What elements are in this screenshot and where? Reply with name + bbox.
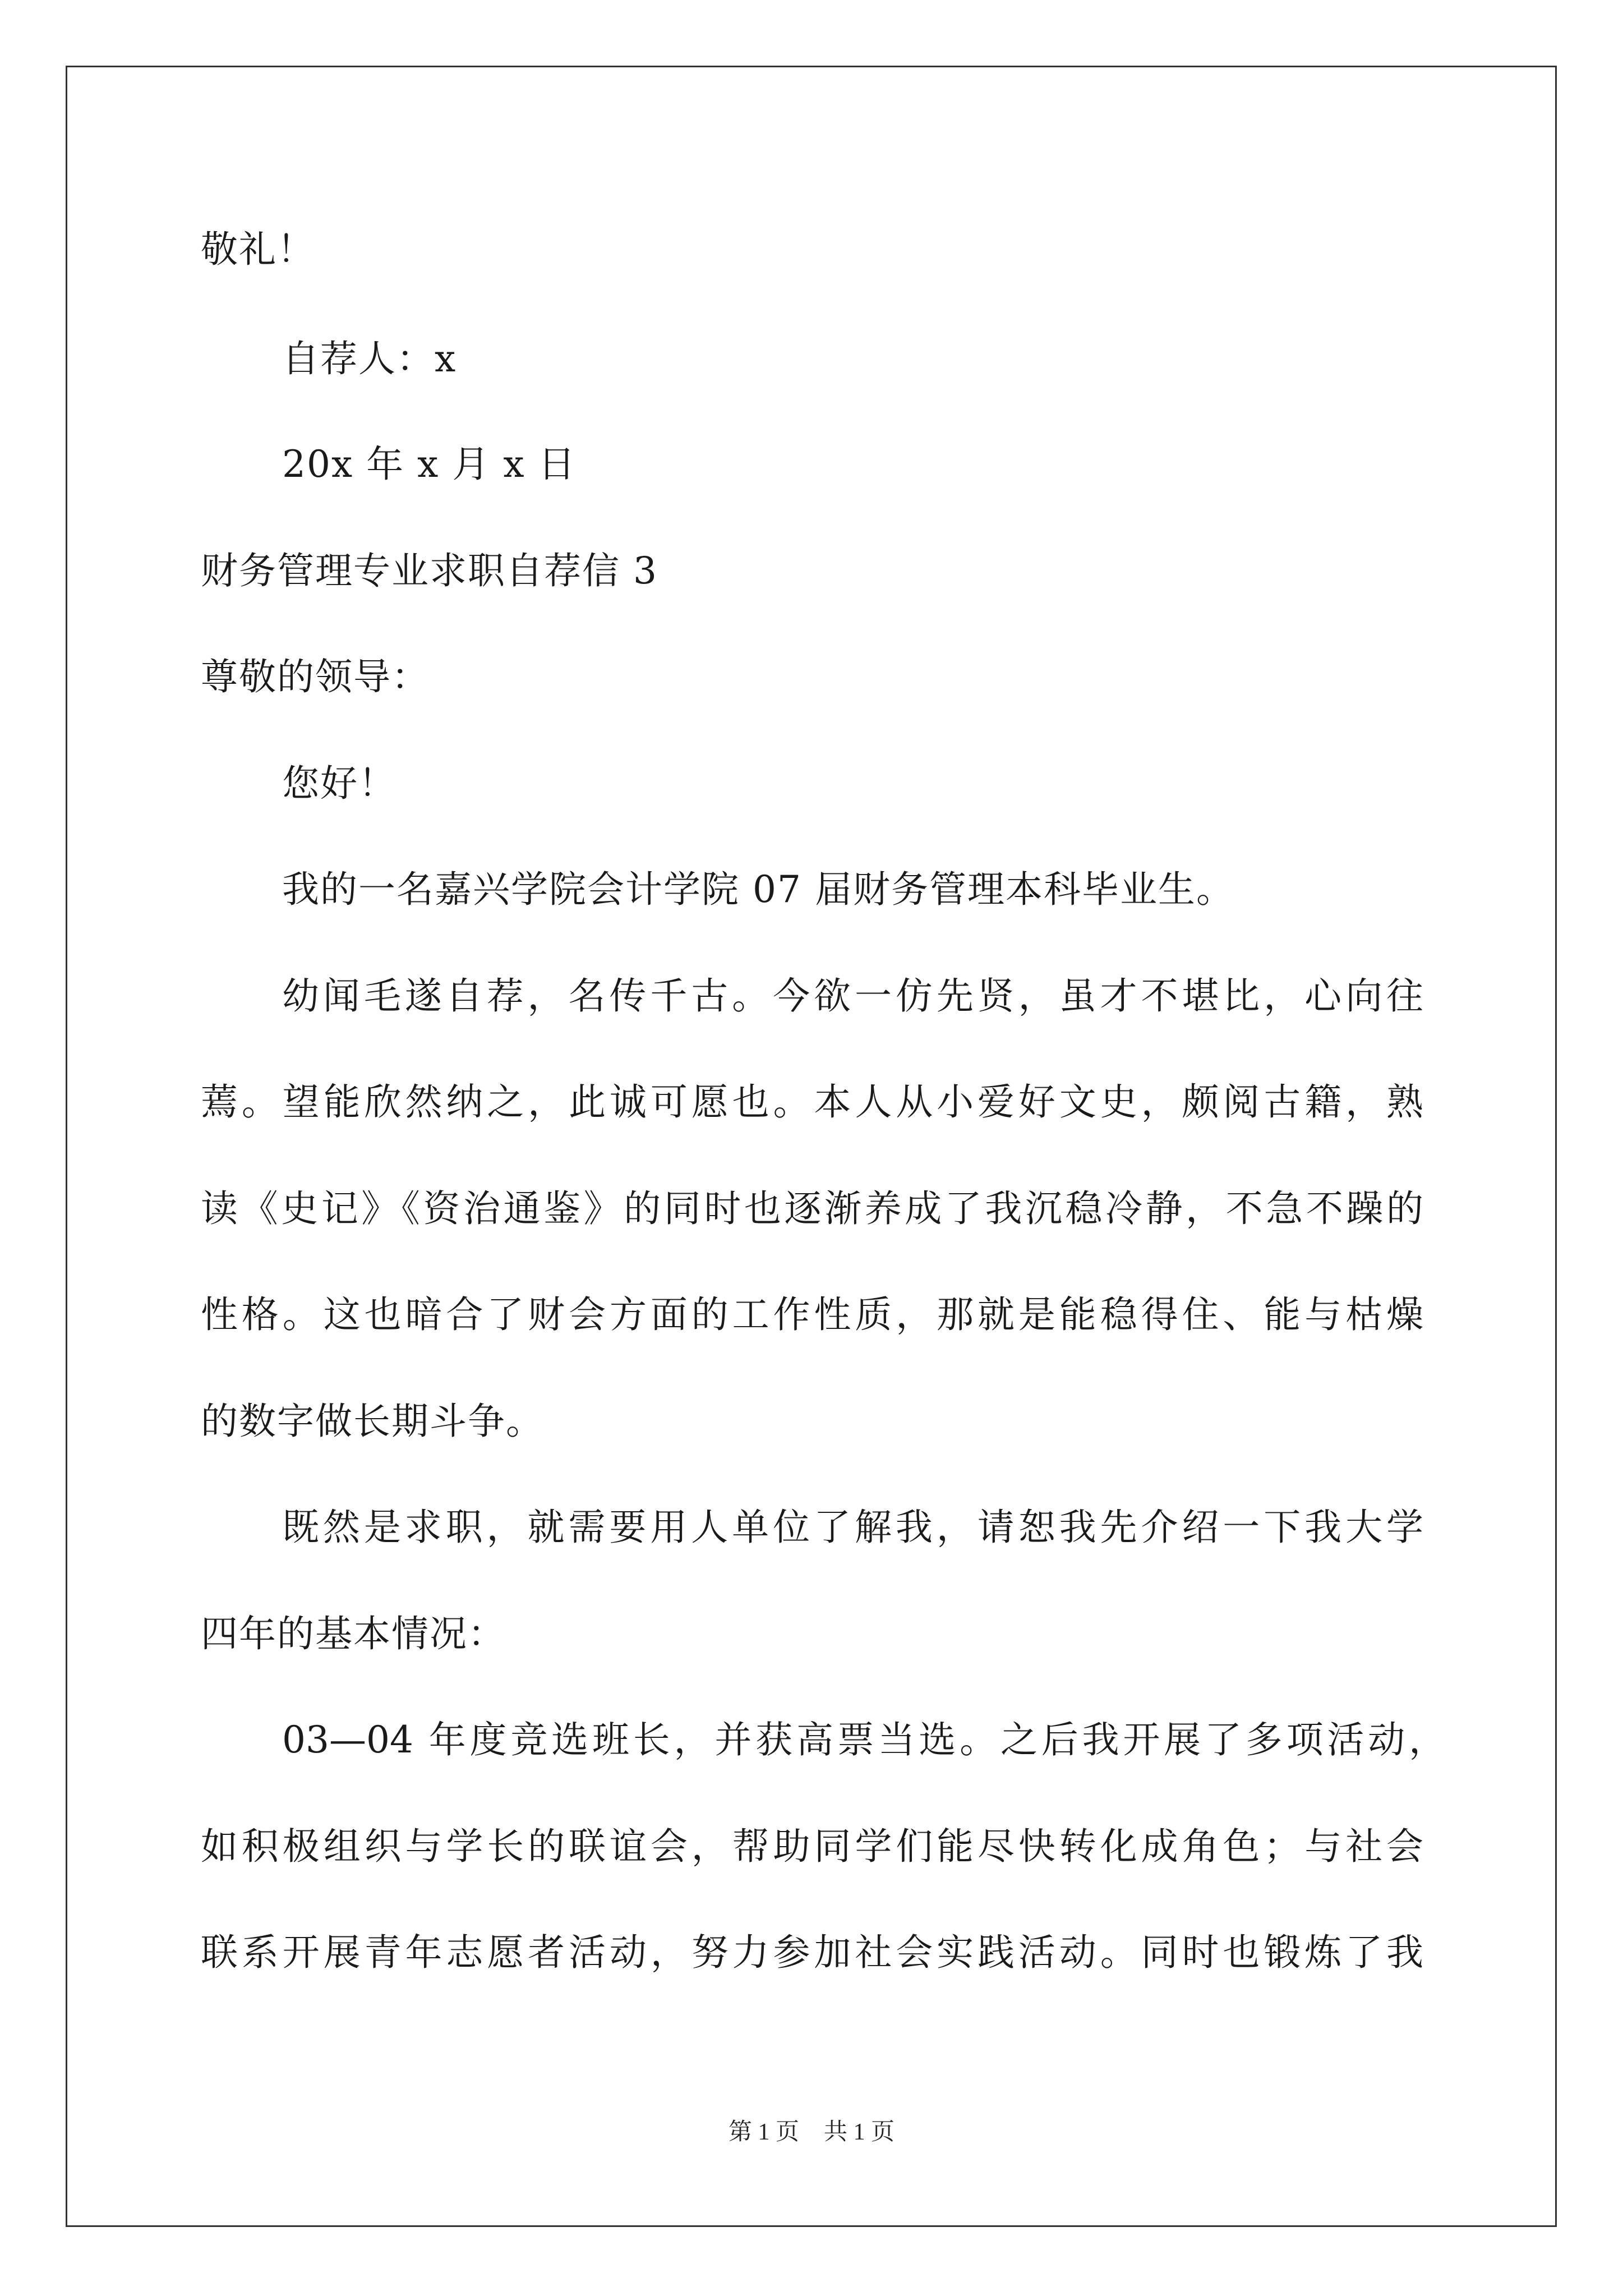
paragraph-line: 如积极组织与学长的联谊会，帮助同学们能尽快转化成角色；与社会: [201, 1825, 1423, 1868]
paragraph-line: 读《史记》《资治通鉴》的同时也逐渐养成了我沉稳冷静，不急不躁的: [201, 1187, 1423, 1230]
paragraph-line: 03—04 年度竞选班长，并获高票当选。之后我开展了多项活动，: [282, 1718, 1446, 1761]
paragraph-line: 的数字做长期斗争。: [201, 1400, 544, 1443]
paragraph-line: 联系开展青年志愿者活动，努力参加社会实践活动。同时也锻炼了我: [201, 1931, 1423, 1974]
letter-title: 财务管理专业求职自荐信 3: [201, 549, 658, 592]
page-footer: [0, 2120, 1623, 2144]
date-line: 20x 年 x 月 x 日: [282, 443, 577, 486]
page-border: [66, 66, 1557, 2227]
closing-salute: 敬礼！: [201, 228, 315, 271]
paragraph-line: 既然是求职，就需要用人单位了解我，请恕我先介绍一下我大学: [282, 1506, 1423, 1549]
page-total: 共 1 页: [824, 2119, 895, 2145]
paragraph-line: 幼闻毛遂自荐，名传千古。今欲一仿先贤，虽才不堪比，心向往: [282, 974, 1423, 1018]
page-number: 第 1 页: [728, 2119, 799, 2145]
paragraph-line: 性格。这也暗合了财会方面的工作性质，那就是能稳得住、能与枯燥: [201, 1293, 1423, 1336]
paragraph-line: 蔫。望能欣然纳之，此诚可愿也。本人从小爱好文史，颇阅古籍，熟: [201, 1080, 1423, 1124]
signature-line: 自荐人：x: [282, 337, 457, 380]
salutation: 尊敬的领导：: [201, 655, 430, 698]
paragraph-line: 四年的基本情况：: [201, 1612, 506, 1655]
greeting: 您好！: [282, 762, 396, 805]
paragraph-intro: 我的一名嘉兴学院会计学院 07 届财务管理本科毕业生。: [282, 868, 1234, 911]
